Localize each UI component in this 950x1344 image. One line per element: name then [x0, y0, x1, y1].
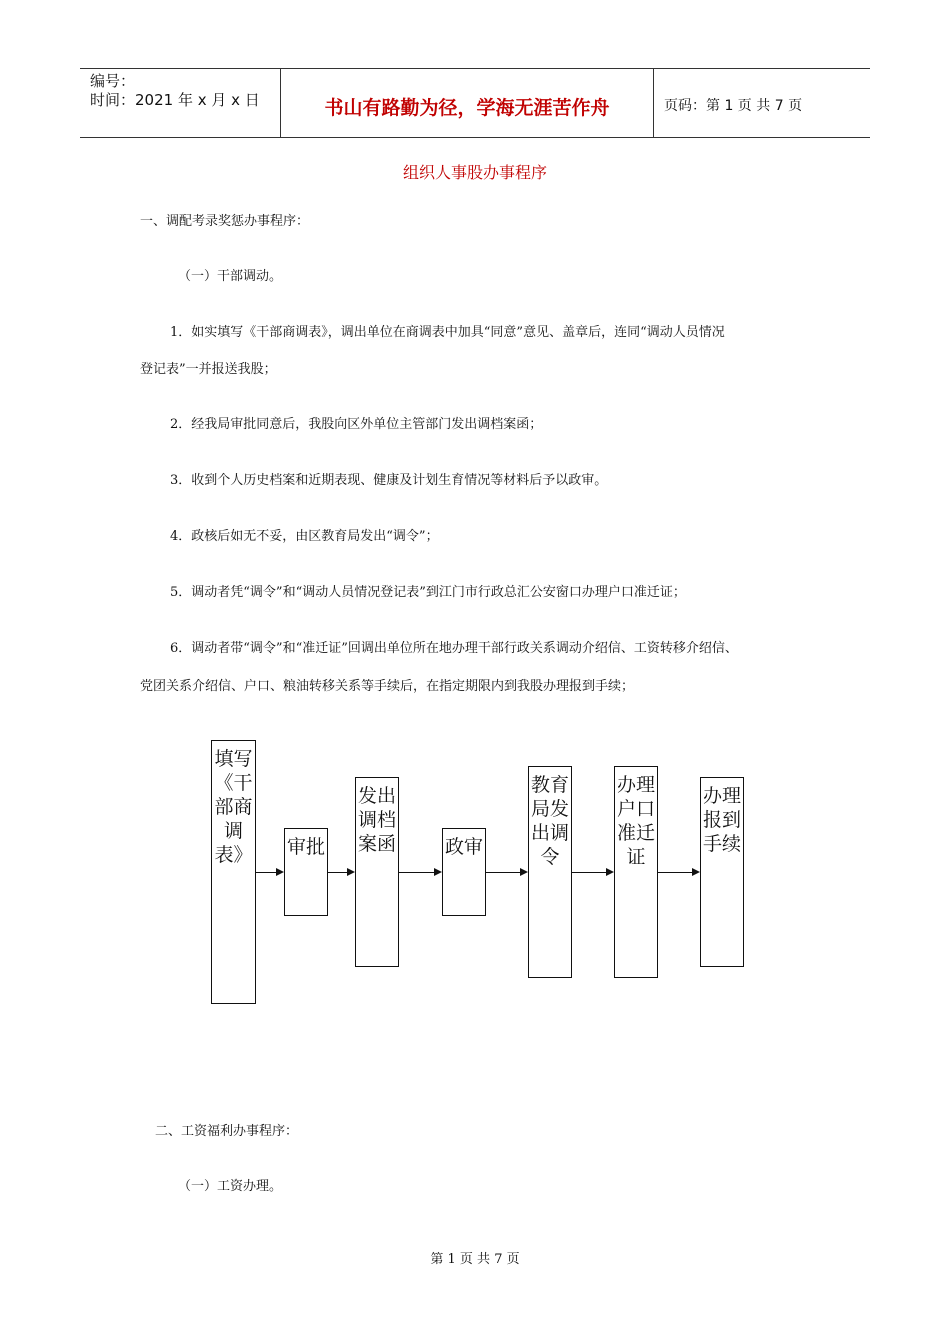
flow-step-hukou-permit: 办理户口准迁证 [614, 766, 658, 978]
header-page-info: 页码：第 1 页 共 7 页 [664, 98, 803, 114]
list-item: 2．经我局审批同意后，我股向区外单位主管部门发出调档案函； [170, 417, 543, 432]
list-item: 5．调动者凭“调令”和“调动人员情况登记表”到江门市行政总汇公安窗口办理户口准迁证； [170, 585, 686, 600]
section1-subheading: （一）干部调动。 [178, 269, 283, 284]
flow-step-send-letter: 发出调档案函 [355, 777, 399, 967]
flow-step-fill-form: 填写《干部商调表》 [211, 740, 256, 1004]
section2-subheading: （一）工资办理。 [178, 1179, 283, 1194]
flow-arrow [658, 872, 698, 873]
list-item: 1．如实填写《干部商调表》，调出单位在商调表中加具“同意”意见、盖章后，连同“调动人员情况 [170, 325, 725, 340]
list-item: 4．政核后如无不妥，由区教育局发出“调令”； [170, 529, 439, 544]
flow-arrow [399, 872, 440, 873]
list-item: 3．收到个人历史档案和近期表现、健康及计划生育情况等材料后予以政审。 [170, 473, 608, 488]
motto: 书山有路勤为径，学海无涯苦作舟 [324, 97, 610, 119]
section2-heading: 二、工资福利办事程序： [155, 1124, 299, 1139]
document-title: 组织人事股办事程序 [402, 163, 547, 182]
list-item: 党团关系介绍信、户口、粮油转移关系等手续后，在指定期限内到我股办理报到手续； [140, 679, 635, 694]
list-item: 登记表”一并报送我股； [140, 362, 277, 377]
flow-arrow [486, 872, 526, 873]
section1-heading: 一、调配考录奖惩办事程序： [140, 214, 310, 229]
date-label: 时间：2021 年 x 月 x 日 [90, 91, 260, 109]
flow-step-report: 办理报到手续 [700, 777, 744, 967]
flow-step-approve: 审批 [284, 828, 328, 916]
flow-step-issue-transfer-order: 教育局发出调令 [528, 766, 572, 978]
flow-arrow [256, 872, 282, 873]
page-footer: 第 1 页 共 7 页 [430, 1252, 520, 1267]
flow-arrow [328, 872, 353, 873]
flow-arrow [572, 872, 612, 873]
list-item: 6．调动者带“调令”和“准迁证”回调出单位所在地办理干部行政关系调动介绍信、工资转移介绍信、 [170, 641, 738, 656]
number-label: 编号： [90, 72, 136, 90]
flow-step-political-review: 政审 [442, 828, 486, 916]
